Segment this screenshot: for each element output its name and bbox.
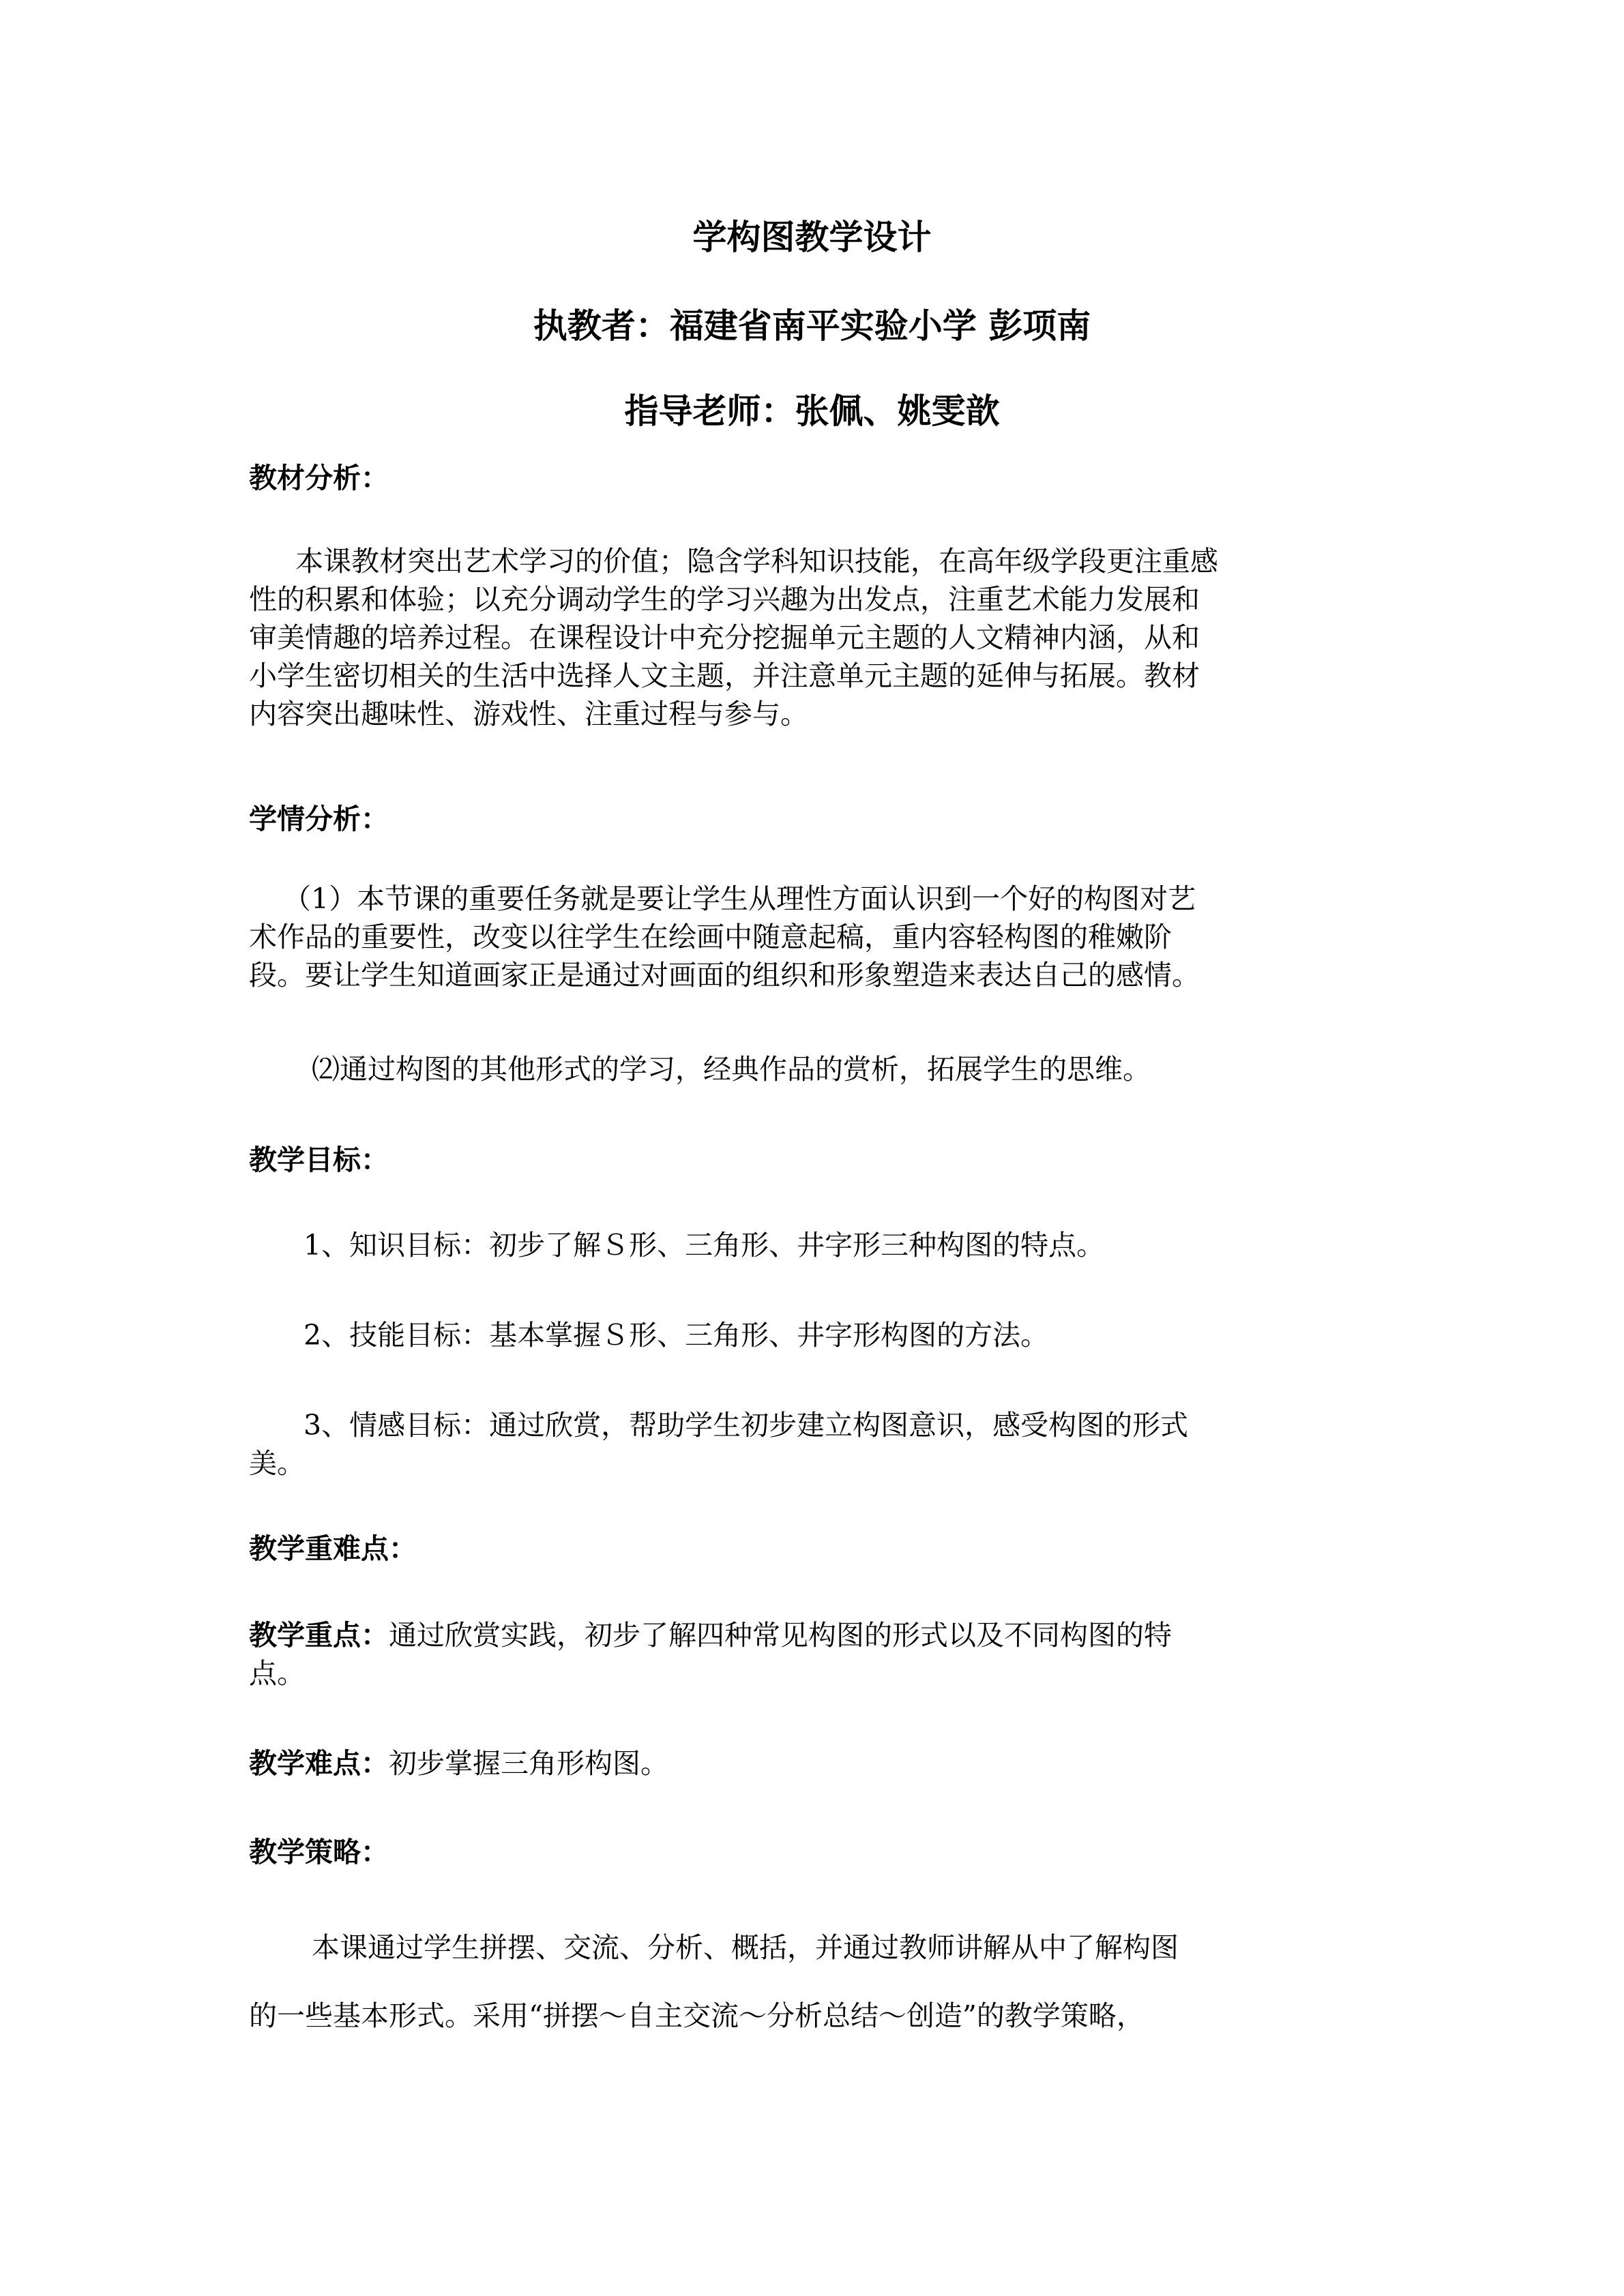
student-analysis-paragraph-1 xyxy=(249,880,1395,994)
paragraph-line: 1、知识目标：初步了解Ｓ形、三角形、井字形三种构图的特点。 xyxy=(304,1229,1105,1262)
focus-label: 教学重点： xyxy=(249,1619,389,1652)
strategy-line-1 xyxy=(249,1928,1395,1967)
paragraph-line: 本课教材突出艺术学习的价值；隐含学科知识技能，在高年级学段更注重感 xyxy=(295,545,1218,578)
paragraph-line: 性的积累和体验；以充分调动学生的学习兴趣为出发点，注重艺术能力发展和 xyxy=(249,583,1200,616)
paragraph-line: 的一些基本形式。采用“拼摆～自主交流～分析总结～创造”的教学策略， xyxy=(249,1999,1145,2032)
paragraph-line: 内容突出趣味性、游戏性、注重过程与参与。 xyxy=(249,698,808,730)
objective-item-1 xyxy=(249,1226,1395,1264)
objectives-heading: 教学目标： xyxy=(249,1144,389,1176)
paragraph-line: 段。要让学生知道画家正是通过对画面的组织和形象塑造来表达自己的感情。 xyxy=(249,959,1200,992)
paragraph-line: 3、情感目标：通过欣赏，帮助学生初步建立构图意识，感受构图的形式 xyxy=(304,1409,1189,1442)
strategy-line-2 xyxy=(249,1997,1395,2035)
paragraph-line: 审美情趣的培养过程。在课程设计中充分挖掘单元主题的人文精神内涵，从和 xyxy=(249,621,1200,654)
strategy-heading: 教学策略： xyxy=(249,1836,389,1868)
difficulty-text: 初步掌握三角形构图。 xyxy=(389,1747,668,1780)
key-points-heading: 教学重难点： xyxy=(249,1532,417,1565)
teaching-difficulty xyxy=(249,1744,1395,1783)
student-analysis-heading: 学情分析： xyxy=(249,803,389,835)
material-analysis-paragraph xyxy=(249,542,1395,733)
paragraph-line: 美。 xyxy=(249,1447,305,1480)
focus-text: 通过欣赏实践，初步了解四种常见构图的形式以及不同构图的特 xyxy=(389,1619,1172,1652)
difficulty-label: 教学难点： xyxy=(249,1747,389,1780)
paragraph-line: （1）本节课的重要任务就是要让学生从理性方面认识到一个好的构图对艺 xyxy=(283,882,1196,915)
paragraph-line xyxy=(249,1616,1395,1654)
document-title: 学构图教学设计 xyxy=(692,218,932,257)
student-analysis-paragraph-2 xyxy=(249,1050,1395,1088)
paragraph-line: ⑵通过构图的其他形式的学习，经典作品的赏析，拓展学生的思维。 xyxy=(312,1053,1151,1086)
teacher-line: 执教者：福建省南平实验小学 彭项南 xyxy=(533,306,1091,346)
advisor-line: 指导老师：张佩、姚雯歆 xyxy=(624,391,1000,431)
objective-item-3 xyxy=(249,1406,1395,1482)
paragraph-line: 小学生密切相关的生活中选择人文主题，并注意单元主题的延伸与拓展。教材 xyxy=(249,659,1200,692)
objective-item-2 xyxy=(249,1316,1395,1354)
paragraph-line: 2、技能目标：基本掌握Ｓ形、三角形、井字形构图的方法。 xyxy=(304,1319,1049,1352)
paragraph-line: 本课通过学生拼摆、交流、分析、概括，并通过教师讲解从中了解构图 xyxy=(312,1931,1179,1964)
teaching-focus xyxy=(249,1616,1395,1693)
material-analysis-heading: 教材分析： xyxy=(249,462,389,494)
paragraph-line: 点。 xyxy=(249,1657,305,1690)
paragraph-line: 术作品的重要性，改变以往学生在绘画中随意起稿，重内容轻构图的稚嫩阶 xyxy=(249,921,1172,953)
paragraph-line xyxy=(249,1744,1395,1783)
